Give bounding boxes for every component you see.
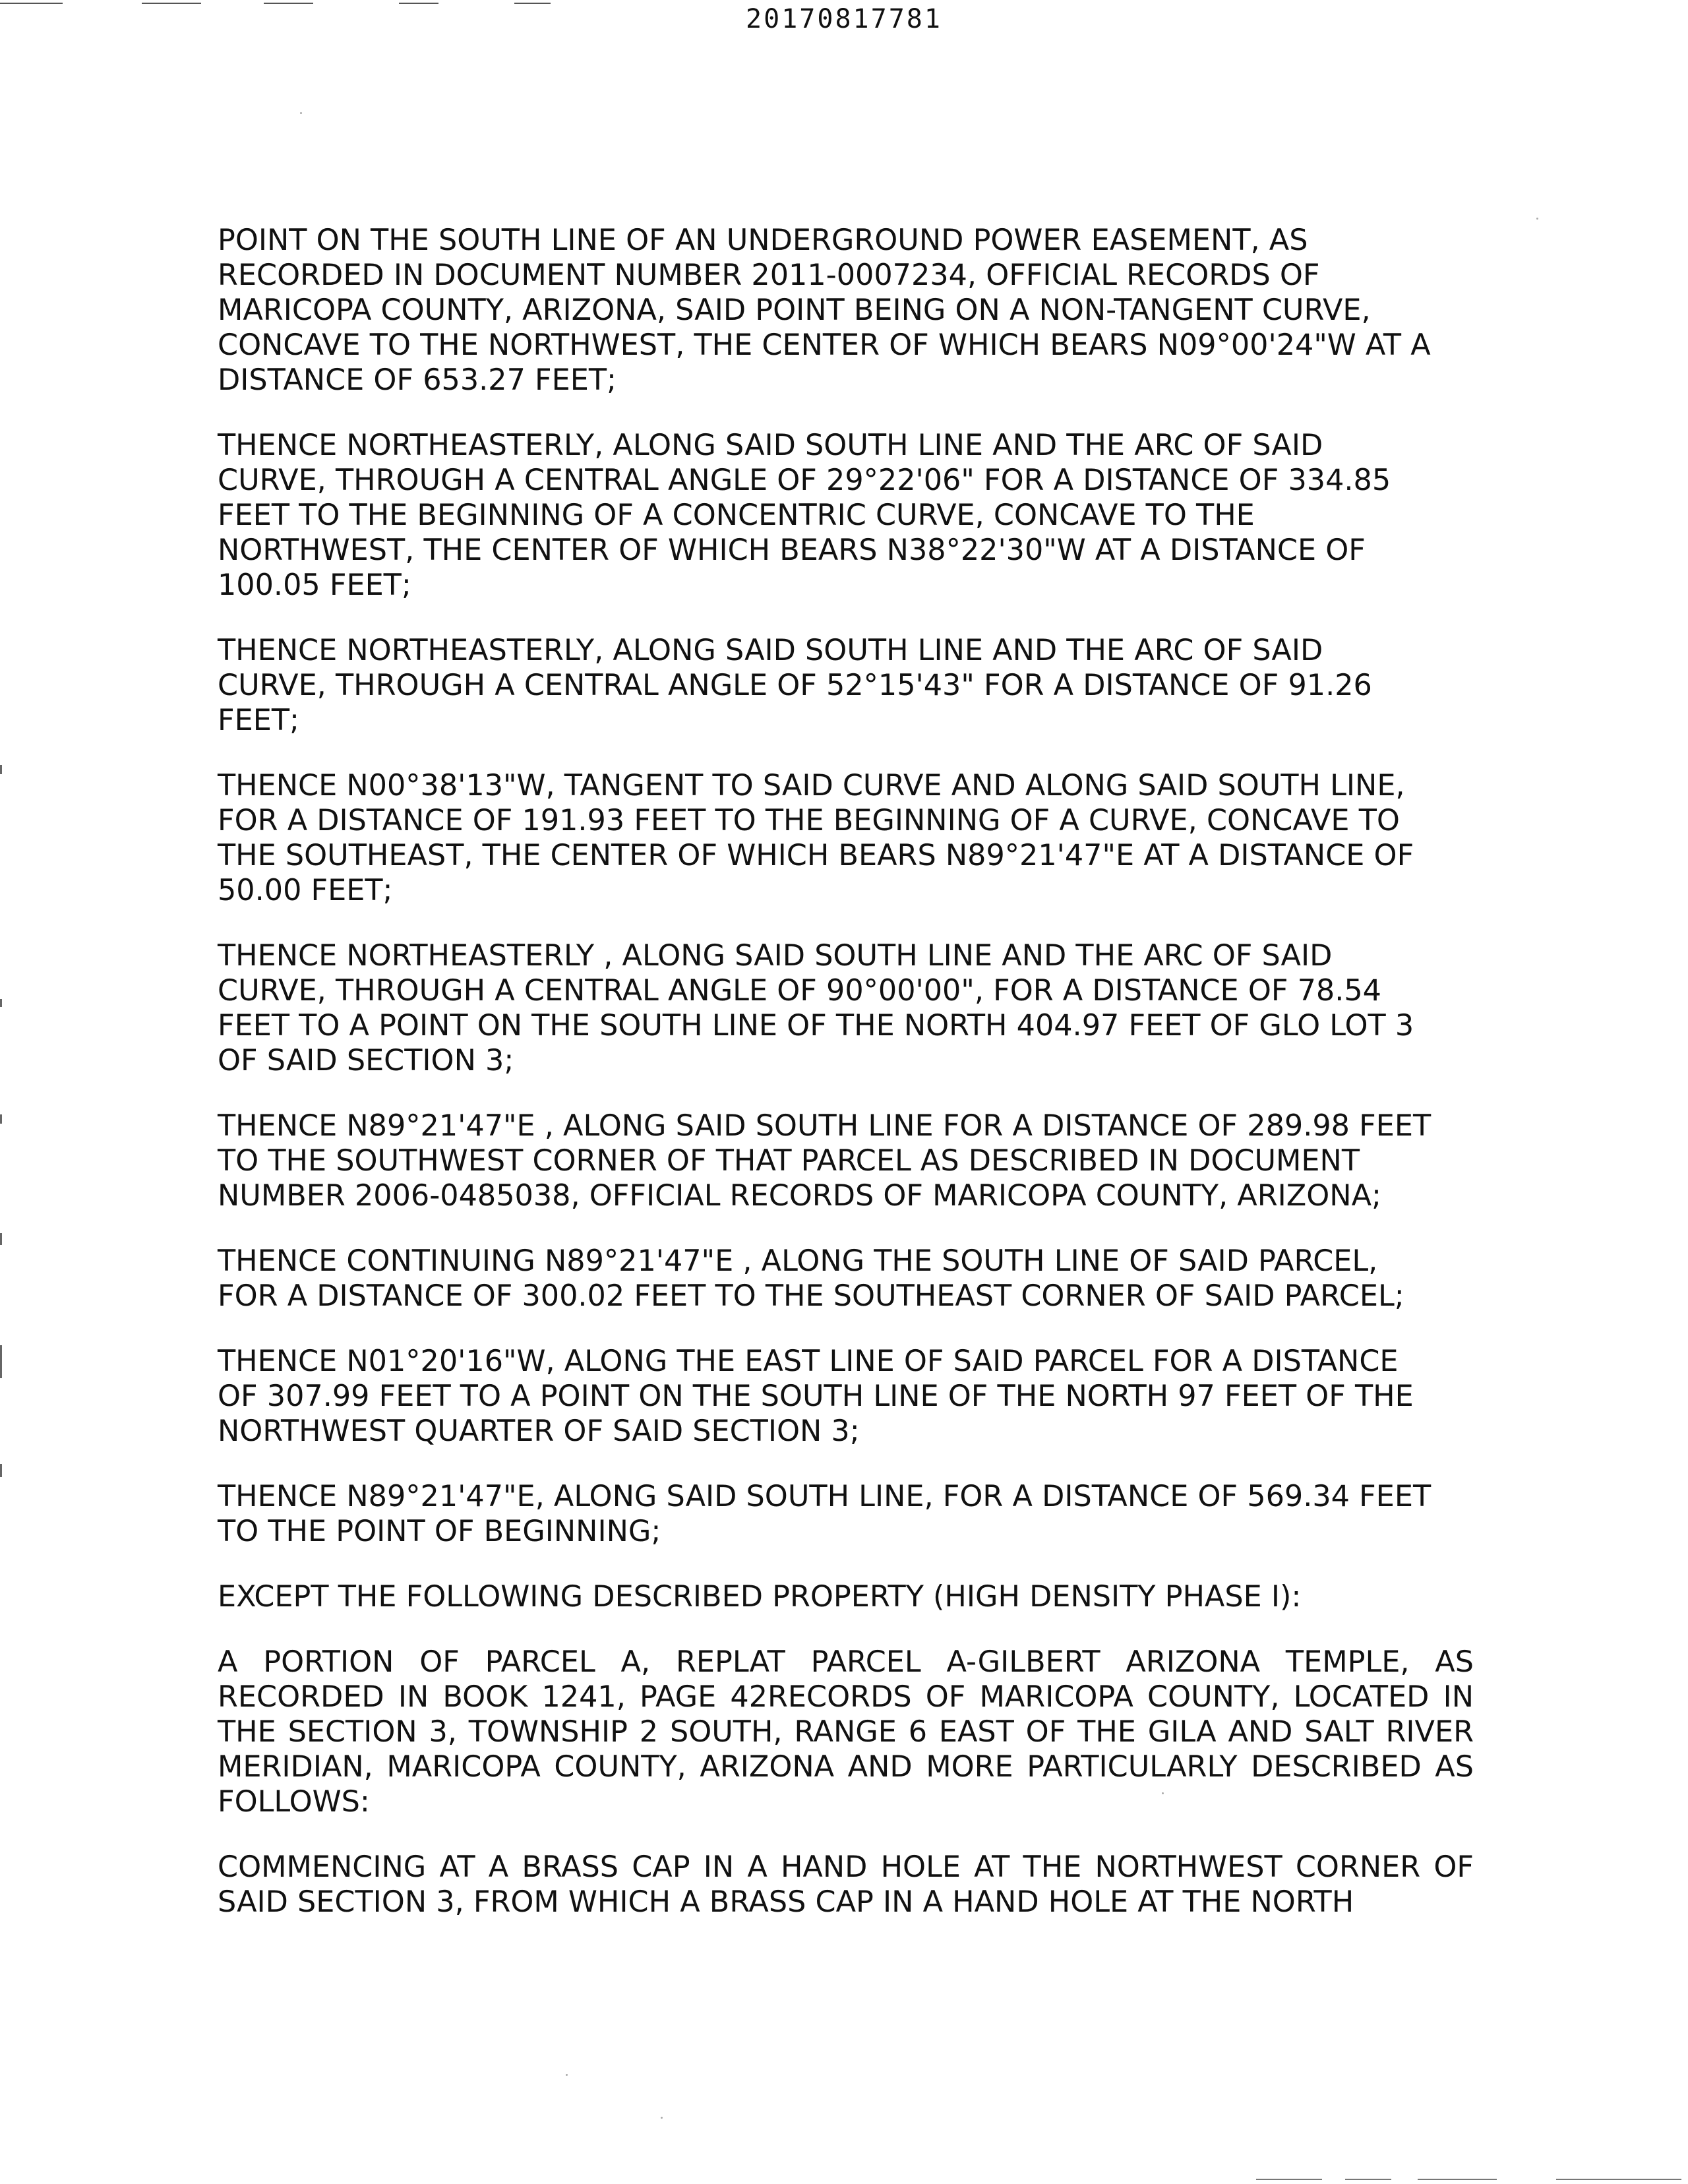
- paragraph-thence-northeasterly-1: THENCE NORTHEASTERLY, ALONG SAID SOUTH LINE AND THE ARC OF SAID CURVE, THROUGH A CENTRAL ANGLE OF 29°22'06" FOR A DISTANCE OF 334.85 FEET TO THE BEGINNING OF A CONCENTRIC CURVE, CONCAVE TO THE NORTHWEST, THE CENTER OF WHICH BEARS N38°22'30"W AT A DISTANCE OF 100.05 FEET;: [218, 429, 1391, 602]
- paragraph-thence-n00-tangent: THENCE N00°38'13"W, TANGENT TO SAID CURVE AND ALONG SAID SOUTH LINE, FOR A DISTANCE OF 191.93 FEET TO THE BEGINNING OF A CURVE, CONCAVE TO THE SOUTHEAST, THE CENTER OF WHICH BEARS N89°21'47"E AT A DISTANCE OF 50.00 FEET;: [218, 769, 1414, 907]
- scan-margin-mark: [0, 999, 2, 1007]
- paragraph-except-property: EXCEPT THE FOLLOWING DESCRIBED PROPERTY (HIGH DENSITY PHASE I):: [218, 1580, 1302, 1614]
- paragraph-point-on-south-line: POINT ON THE SOUTH LINE OF AN UNDERGROUND POWER EASEMENT, AS RECORDED IN DOCUMENT NUMBER 2011-0007234, OFFICIAL RECORDS OF MARICOPA COUNTY, ARIZONA, SAID POINT BEING ON A NON-TANGENT CURVE, CONCAVE TO THE NORTHWEST, THE CENTER OF WHICH BEARS N09°00'24"W AT A DISTANCE OF 653.27 FEET;: [218, 224, 1431, 397]
- paragraph-thence-n01-east-line: THENCE N01°20'16"W, ALONG THE EAST LINE OF SAID PARCEL FOR A DISTANCE OF 307.99 FEET TO A POINT ON THE SOUTH LINE OF THE NORTH 97 FEET OF THE NORTHWEST QUARTER OF SAID SECTION 3;: [218, 1345, 1414, 1448]
- paragraph-thence-n89-southwest-corner: THENCE N89°21'47"E , ALONG SAID SOUTH LINE FOR A DISTANCE OF 289.98 FEET TO THE SOUTHWEST CORNER OF THAT PARCEL AS DESCRIBED IN DOCUMENT NUMBER 2006-0485038, OFFICIAL RECORDS OF MARICOPA COUNTY, ARIZONA;: [218, 1109, 1432, 1213]
- footer-scan-rule: [1418, 2179, 1497, 2180]
- footer-scan-rule: [1556, 2179, 1681, 2180]
- paragraph-commencing-brass-cap: COMMENCING AT A BRASS CAP IN A HAND HOLE AT THE NORTHWEST CORNER OF SAID SECTION 3, FROM WHICH A BRASS CAP IN A HAND HOLE AT THE NORTH: [218, 1850, 1474, 1919]
- paragraph-thence-northeasterly-3: THENCE NORTHEASTERLY , ALONG SAID SOUTH LINE AND THE ARC OF SAID CURVE, THROUGH A CENTRAL ANGLE OF 90°00'00", FOR A DISTANCE OF 78.54 FEET TO A POINT ON THE SOUTH LINE OF THE NORTH 404.97 FEET OF GLO LOT 3 OF SAID SECTION 3;: [218, 939, 1414, 1077]
- scan-speck: [300, 112, 302, 114]
- scan-speck: [1536, 218, 1538, 220]
- footer-scan-rule: [1345, 2179, 1391, 2180]
- scan-speck: [1162, 1792, 1164, 1794]
- paragraph-thence-n89-point-of-beginning: THENCE N89°21'47"E, ALONG SAID SOUTH LINE, FOR A DISTANCE OF 569.34 FEET TO THE POINT OF BEGINNING;: [218, 1480, 1432, 1548]
- scan-margin-mark: [0, 1233, 2, 1245]
- paragraph-portion-of-parcel-a: A PORTION OF PARCEL A, REPLAT PARCEL A-GILBERT ARIZONA TEMPLE, AS RECORDED IN BOOK 1241, PAGE 42RECORDS OF MARICOPA COUNTY, LOCATED IN THE SECTION 3, TOWNSHIP 2 SOUTH, RANGE 6 EAST OF THE GILA AND SALT RIVER MERIDIAN, MARICOPA COUNTY, ARIZONA AND MORE PARTICULARLY DESCRIBED AS FOLLOWS:: [218, 1645, 1474, 1819]
- scan-margin-mark: [0, 1345, 2, 1378]
- scan-margin-mark: [0, 765, 2, 774]
- paragraph-thence-northeasterly-2: THENCE NORTHEASTERLY, ALONG SAID SOUTH LINE AND THE ARC OF SAID CURVE, THROUGH A CENTRAL ANGLE OF 52°15'43" FOR A DISTANCE OF 91.26 FEET;: [218, 634, 1372, 737]
- scan-margin-mark: [0, 1114, 2, 1124]
- footer-scan-rule: [1256, 2179, 1322, 2180]
- scan-speck: [661, 2117, 663, 2119]
- paragraph-thence-continuing-n89: THENCE CONTINUING N89°21'47"E , ALONG THE SOUTH LINE OF SAID PARCEL, FOR A DISTANCE OF 300.02 FEET TO THE SOUTHEAST CORNER OF SAID PARCEL;: [218, 1244, 1404, 1313]
- document-number: 20170817781: [746, 4, 942, 34]
- legal-description-body: [218, 223, 1474, 1950]
- scan-speck: [566, 2074, 568, 2076]
- scan-margin-mark: [0, 1464, 2, 1477]
